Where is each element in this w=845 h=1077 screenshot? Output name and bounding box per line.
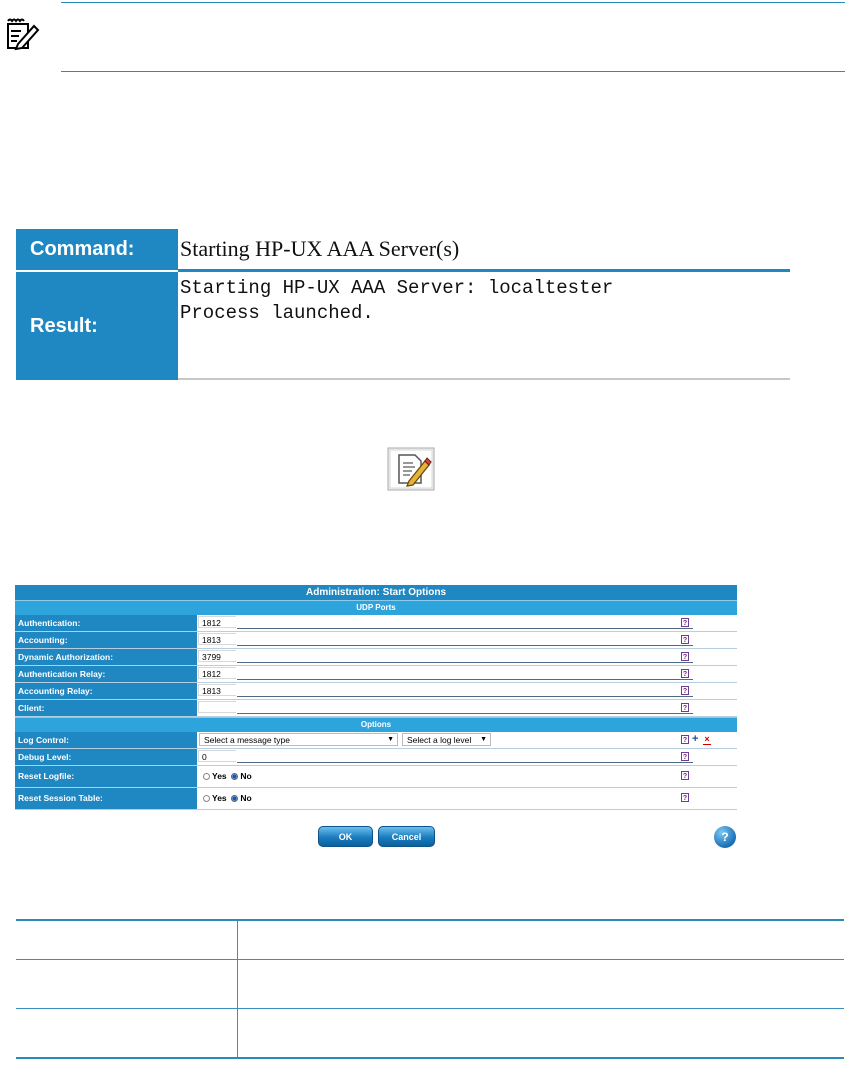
- message-type-select-value: Select a message type: [204, 735, 290, 745]
- client-port-input[interactable]: [198, 701, 236, 713]
- authentication-row: [15, 615, 737, 632]
- log-level-select-value: Select a log level: [407, 735, 472, 745]
- message-type-select[interactable]: [199, 733, 398, 746]
- no-label: No: [240, 771, 252, 781]
- accounting-label: Accounting:: [15, 632, 197, 648]
- note-bottom-rule: [61, 71, 845, 72]
- help-small-icon[interactable]: ?: [682, 688, 688, 695]
- admin-start-options-form: [15, 585, 737, 810]
- field-underline: [237, 645, 693, 646]
- help-small-icon[interactable]: ?: [682, 654, 688, 661]
- field-underline: [237, 713, 693, 714]
- debug-level-input[interactable]: 0: [198, 750, 236, 762]
- field-underline: [237, 696, 693, 697]
- table-header-row: [16, 920, 844, 960]
- accounting-row: [15, 632, 737, 649]
- help-small-icon[interactable]: ?: [682, 754, 688, 761]
- result-output: [178, 273, 613, 326]
- authentication-relay-port-input[interactable]: 1812: [198, 667, 236, 679]
- help-small-icon[interactable]: ?: [682, 671, 688, 678]
- yes-radio[interactable]: [203, 773, 210, 780]
- result-line: Starting HP-UX AAA Server: localtester: [180, 277, 614, 299]
- cancel-button[interactable]: Cancel: [378, 826, 435, 847]
- debug-level-label: Debug Level:: [15, 749, 197, 765]
- log-level-select[interactable]: [402, 733, 491, 746]
- table-cell: [238, 960, 845, 1009]
- help-small-icon[interactable]: ?: [682, 773, 688, 780]
- form-title: Administration: Start Options: [15, 585, 737, 600]
- help-small-icon[interactable]: ?: [682, 795, 688, 802]
- ok-button[interactable]: OK: [318, 826, 373, 847]
- table-cell: [16, 960, 238, 1009]
- log-control-label: Log Control:: [15, 732, 197, 748]
- command-text: Starting HP-UX AAA Server(s): [180, 236, 460, 261]
- authentication-label: Authentication:: [15, 615, 197, 631]
- add-icon[interactable]: +: [692, 733, 699, 745]
- table-cell: [238, 1009, 845, 1059]
- dynamic-authorization-row: [15, 649, 737, 666]
- reset-session-radio-group: [203, 788, 252, 809]
- field-underline: [237, 662, 693, 663]
- result-line: Process launched.: [180, 302, 374, 324]
- table-cell: [16, 1009, 238, 1059]
- result-label-text: Result:: [30, 314, 98, 337]
- udp-ports-header: UDP Ports: [15, 600, 737, 615]
- dynamic-authorization-label: Dynamic Authorization:: [15, 649, 197, 665]
- chevron-down-icon: ▼: [387, 736, 394, 743]
- authentication-relay-row: [15, 666, 737, 683]
- no-label: No: [240, 793, 252, 803]
- yes-label: Yes: [212, 771, 227, 781]
- table-row: [16, 1009, 844, 1059]
- no-radio[interactable]: [231, 773, 238, 780]
- accounting-relay-port-input[interactable]: 1813: [198, 684, 236, 696]
- command-bottom-rule: [178, 378, 790, 380]
- reset-logfile-label: Reset Logfile:: [15, 766, 197, 787]
- note-icon: [2, 18, 40, 52]
- parameter-table: [16, 919, 844, 1059]
- reset-session-table-label: Reset Session Table:: [15, 788, 197, 809]
- field-underline: [237, 762, 693, 763]
- options-header: Options: [15, 717, 737, 732]
- accounting-relay-label: Accounting Relay:: [15, 683, 197, 699]
- reset-session-table-row: [15, 788, 737, 810]
- field-underline: [237, 679, 693, 680]
- accounting-port-input[interactable]: 1813: [198, 633, 236, 645]
- note-top-rule: [61, 2, 845, 3]
- table-row: [16, 960, 844, 1009]
- chevron-down-icon: ▼: [480, 736, 487, 743]
- command-result-panel: [16, 229, 790, 380]
- yes-label: Yes: [212, 793, 227, 803]
- table-cell: [16, 920, 238, 960]
- command-separator: [178, 269, 790, 272]
- log-control-row: [15, 732, 737, 749]
- help-small-icon[interactable]: ?: [682, 705, 688, 712]
- help-small-icon[interactable]: ?: [682, 737, 688, 744]
- delete-icon[interactable]: ×: [704, 734, 710, 744]
- client-row: [15, 700, 737, 717]
- command-label: Command:: [16, 229, 178, 270]
- help-small-icon[interactable]: ?: [682, 620, 688, 627]
- accounting-relay-row: [15, 683, 737, 700]
- yes-radio[interactable]: [203, 795, 210, 802]
- client-label: Client:: [15, 700, 197, 716]
- debug-level-row: [15, 749, 737, 766]
- authentication-port-input[interactable]: 1812: [198, 616, 236, 628]
- reset-logfile-radio-group: [203, 766, 252, 787]
- authentication-relay-label: Authentication Relay:: [15, 666, 197, 682]
- help-small-icon[interactable]: ?: [682, 637, 688, 644]
- no-radio[interactable]: [231, 795, 238, 802]
- help-icon[interactable]: ?: [714, 826, 736, 848]
- reset-logfile-row: [15, 766, 737, 788]
- table-cell: [238, 920, 845, 960]
- field-underline: [237, 628, 693, 629]
- result-label: [16, 272, 178, 380]
- edit-icon: [387, 447, 435, 491]
- dynamic-authorization-port-input[interactable]: 3799: [198, 650, 236, 662]
